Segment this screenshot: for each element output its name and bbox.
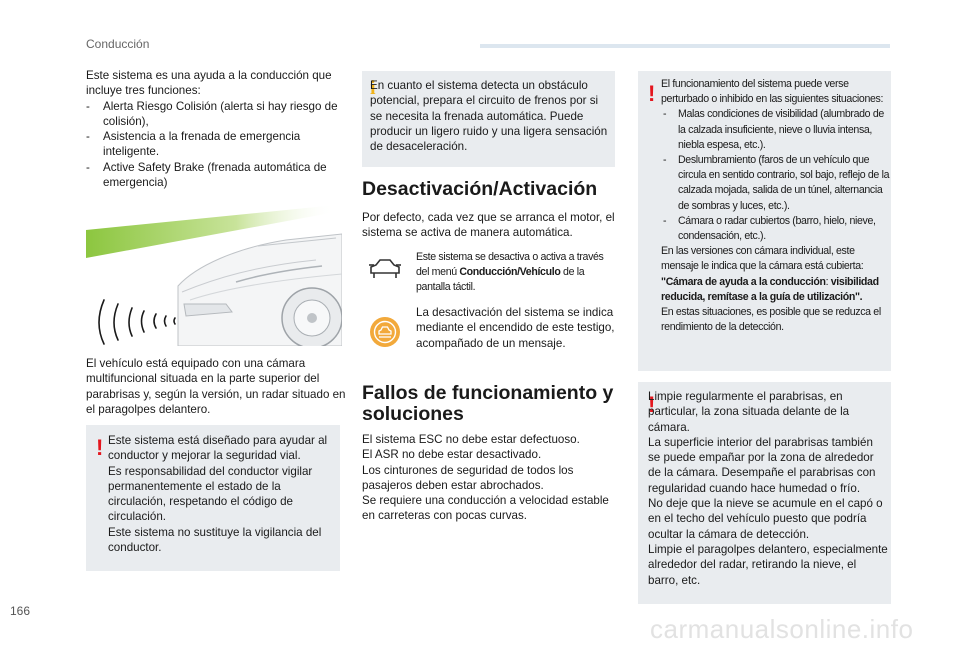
- warning-box-driver-assist: [86, 425, 340, 571]
- header-bar: [480, 44, 890, 48]
- lamp-note: La desactivación del sistema se indica mediante el encendido de este testigo, acompañado de un mensaje.: [416, 306, 615, 350]
- intro-item: - Active Safety Brake (frenada automática de emergencia): [86, 160, 348, 191]
- info-box-obstacle-detection: [362, 71, 615, 167]
- disturbance-item: - Cámara o radar cubiertos (barro, hielo, nieve, condensación, etc.).: [661, 214, 890, 244]
- intro-item: - Alerta Riesgo Colisión (alerta si hay riesgo de colisión),: [86, 99, 348, 130]
- intro-list: [86, 99, 348, 191]
- radar-waves: [99, 300, 175, 344]
- disturbance-item: - Malas condiciones de visibilidad (alumbrado de la calzada insuficiente, nieve o lluvia intensa, niebla espesa, etc.).: [661, 107, 890, 153]
- watermark: carmanualsonline.info: [650, 614, 914, 644]
- faults-text: [362, 432, 618, 524]
- activation-text: Por defecto, cada vez que se arranca el motor, el sistema se activa de manera automática.: [362, 211, 615, 240]
- intro-item: - Asistencia a la frenada de emergencia inteligente.: [86, 129, 348, 160]
- disturbance-intro: ! El funcionamiento del sistema puede verse perturbado o inhibido en las siguientes situaciones:: [661, 78, 884, 106]
- page-number: 166: [10, 604, 31, 618]
- info-text: i En cuanto el sistema detecta un obstáculo potencial, prepara el circuito de frenos por si se necesita la frenada automática. Puede producir un ligero ruido y una ligera sensación de desaceleración.: [370, 79, 608, 154]
- warning-line: Es responsabilidad del conductor vigilar permanentemente el estado de la circulación, respetando el código de circulación.: [108, 464, 313, 524]
- camera-description: El vehículo está equipado con una cámara multifuncional situada en la parte superior del parabrisas y, según la versión, un radar situado en el paragolpes delantero.: [86, 357, 346, 416]
- fault-line: El sistema ESC no debe estar defectuoso.: [362, 433, 580, 446]
- cleaning-line: Limpie el paragolpes delantero, especialmente alrededor del radar, retirando la nieve, el barro, etc.: [648, 542, 888, 587]
- heading-faults: Fallos de funcionamiento y soluciones: [362, 382, 614, 425]
- warning-lamp-icon: [368, 315, 402, 349]
- disturbance-closing: En estas situaciones, es posible que se reduzca el rendimiento de la detección.: [661, 306, 881, 334]
- message-intro: En las versiones con cámara individual, este mensaje le indica que la cámara está cubierta:: [661, 245, 864, 273]
- cleaning-line: ! Limpie regularmente el parabrisas, en particular, la zona situada delante de la cámara.: [648, 390, 850, 434]
- section-header-title: Conducción: [86, 37, 150, 51]
- menu-path: Conducción/Vehículo: [459, 266, 561, 279]
- warning-box-disturbances: [638, 71, 891, 371]
- fault-line: Los cinturones de seguridad de todos los pasajeros deben estar abrochados.: [362, 463, 574, 492]
- warning-box-cleaning: [638, 382, 891, 604]
- warning-line: ! Este sistema está diseñado para ayudar al conductor y mejorar la seguridad vial.: [108, 434, 328, 463]
- car-radar-illustration: [86, 200, 342, 346]
- cleaning-line: La superficie interior del parabrisas también se puede empañar por la zona de alrededor de la cámara. Desempañe el parabrisas con regularidad cuando hace humedad o frío.: [648, 435, 876, 495]
- camera-message: "Cámara de ayuda a la conducción: visibilidad reducida, remítase a la guía de utilización".: [661, 275, 879, 303]
- fault-line: El ASR no debe estar desactivado.: [362, 448, 542, 462]
- fault-line: Se requiere una conducción a velocidad estable en carreteras con pocas curvas.: [362, 494, 609, 523]
- cleaning-line: No deje que la nieve se acumule en el capó o en el techo del vehículo puesto que podría ocultar la cámara de detección.: [648, 497, 883, 541]
- intro-block: [86, 68, 348, 190]
- menu-note: Este sistema se desactiva o activa a través del menú Conducción/Vehículo de la pantalla táctil.: [416, 251, 604, 294]
- heading-activation: Desactivación/Activación: [362, 178, 598, 200]
- car-settings-icon: [368, 257, 402, 281]
- intro-text: Este sistema es una ayuda a la conducción que incluye tres funciones:: [86, 69, 332, 98]
- disturbance-item: - Deslumbramiento (faros de un vehículo que circula en sentido contrario, sol bajo, reflejo de la calzada mojada, salida de un túnel, alternancia de sombras y luces, etc.).: [661, 153, 890, 214]
- disturbance-list: [661, 107, 890, 244]
- warning-line: Este sistema no sustituye la vigilancia del conductor.: [108, 525, 322, 555]
